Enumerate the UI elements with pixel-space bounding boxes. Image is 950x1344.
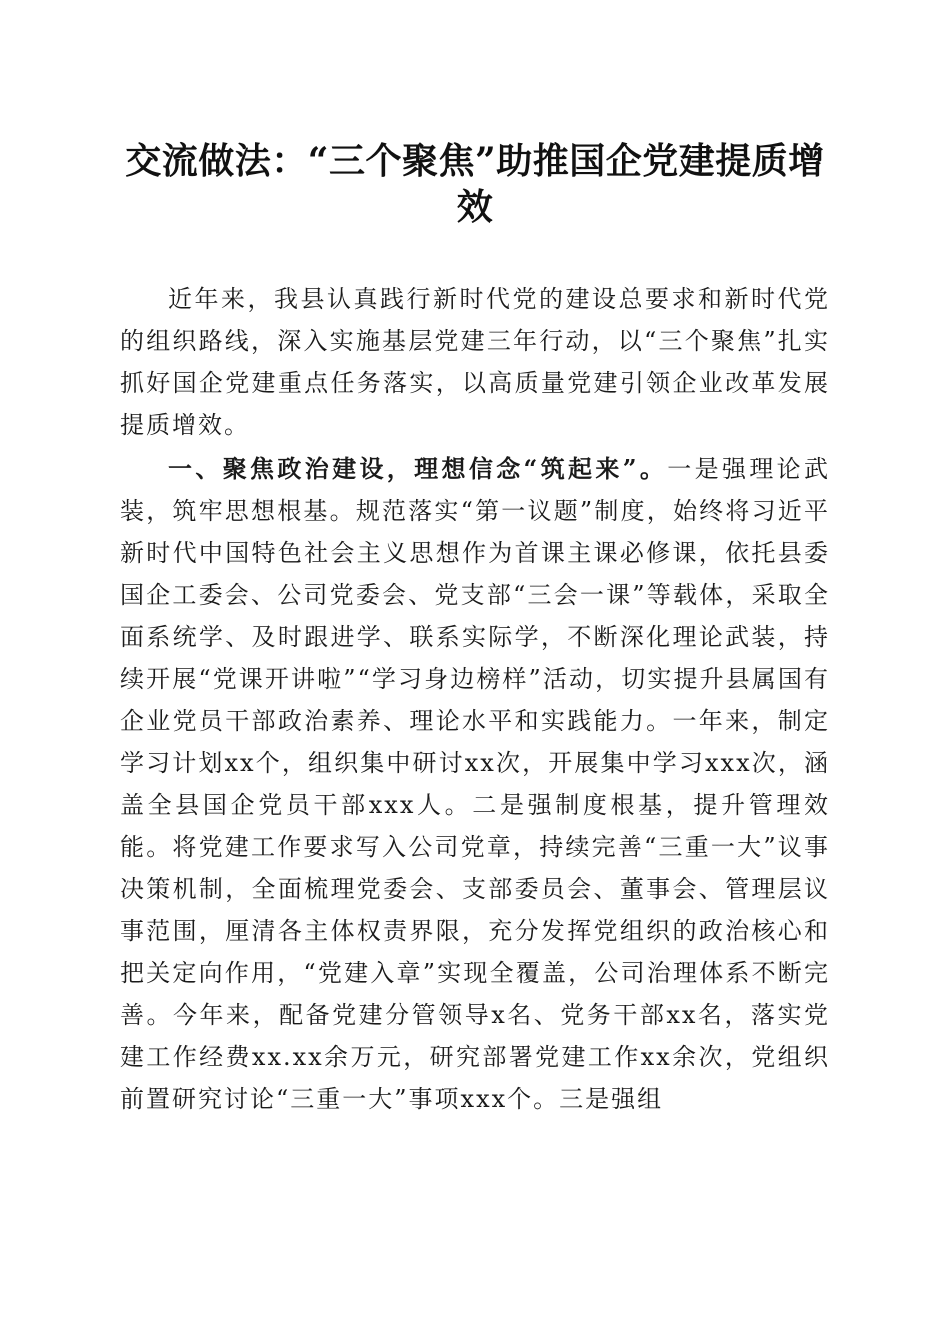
intro-paragraph [120,278,830,446]
intro-paragraph-text: 近年来，我县认真践行新时代党的建设总要求和新时代党的组织路线，深入实施基层党建三年行动，以“三个聚焦”扎实抓好国企党建重点任务落实，以高质量党建引领企业改革发展提质增效。 [120,285,830,439]
section-one-heading: 一、聚焦政治建设，理想信念“筑起来”。 [168,454,668,483]
document-title: 交流做法：“三个聚焦”助推国企党建提质增效 [125,140,825,228]
section-one-paragraph [120,448,830,1120]
document-body [120,278,830,1120]
section-one-text: 一是强理论武装，筑牢思想根基。规范落实“第一议题”制度，始终将习近平新时代中国特色社会主义思想作为首课主课必修课，依托县委国企工委会、公司党委会、党支部“三会一课”等载体，采取全面系统学、及时跟进学、联系实际学，不断深化理论武装，持续开展“党课开讲啦”“学习身边榜样”活动，切实提升县属国有企业党员干部政治素养、理论水平和实践能力。一年来，制定学习计划xx个，组织集中研讨xx次，开展集中学习xxx次，涵盖全县国企党员干部xxx人。二是强制度根基，提升管理效能。将党建工作要求写入公司党章，持续完善“三重一大”议事决策机制，全面梳理党委会、支部委员会、董事会、管理层议事范围，厘清各主体权责界限，充分发挥党组织的政治核心和把关定向作用，“党建入章”实现全覆盖，公司治理体系不断完善。今年来，配备党建分管领导x名、党务干部xx名，落实党建工作经费xx.xx余万元，研究部署党建工作xx余次，党组织前置研究讨论“三重一大”事项xxx个。三是强组 [120,455,831,1113]
